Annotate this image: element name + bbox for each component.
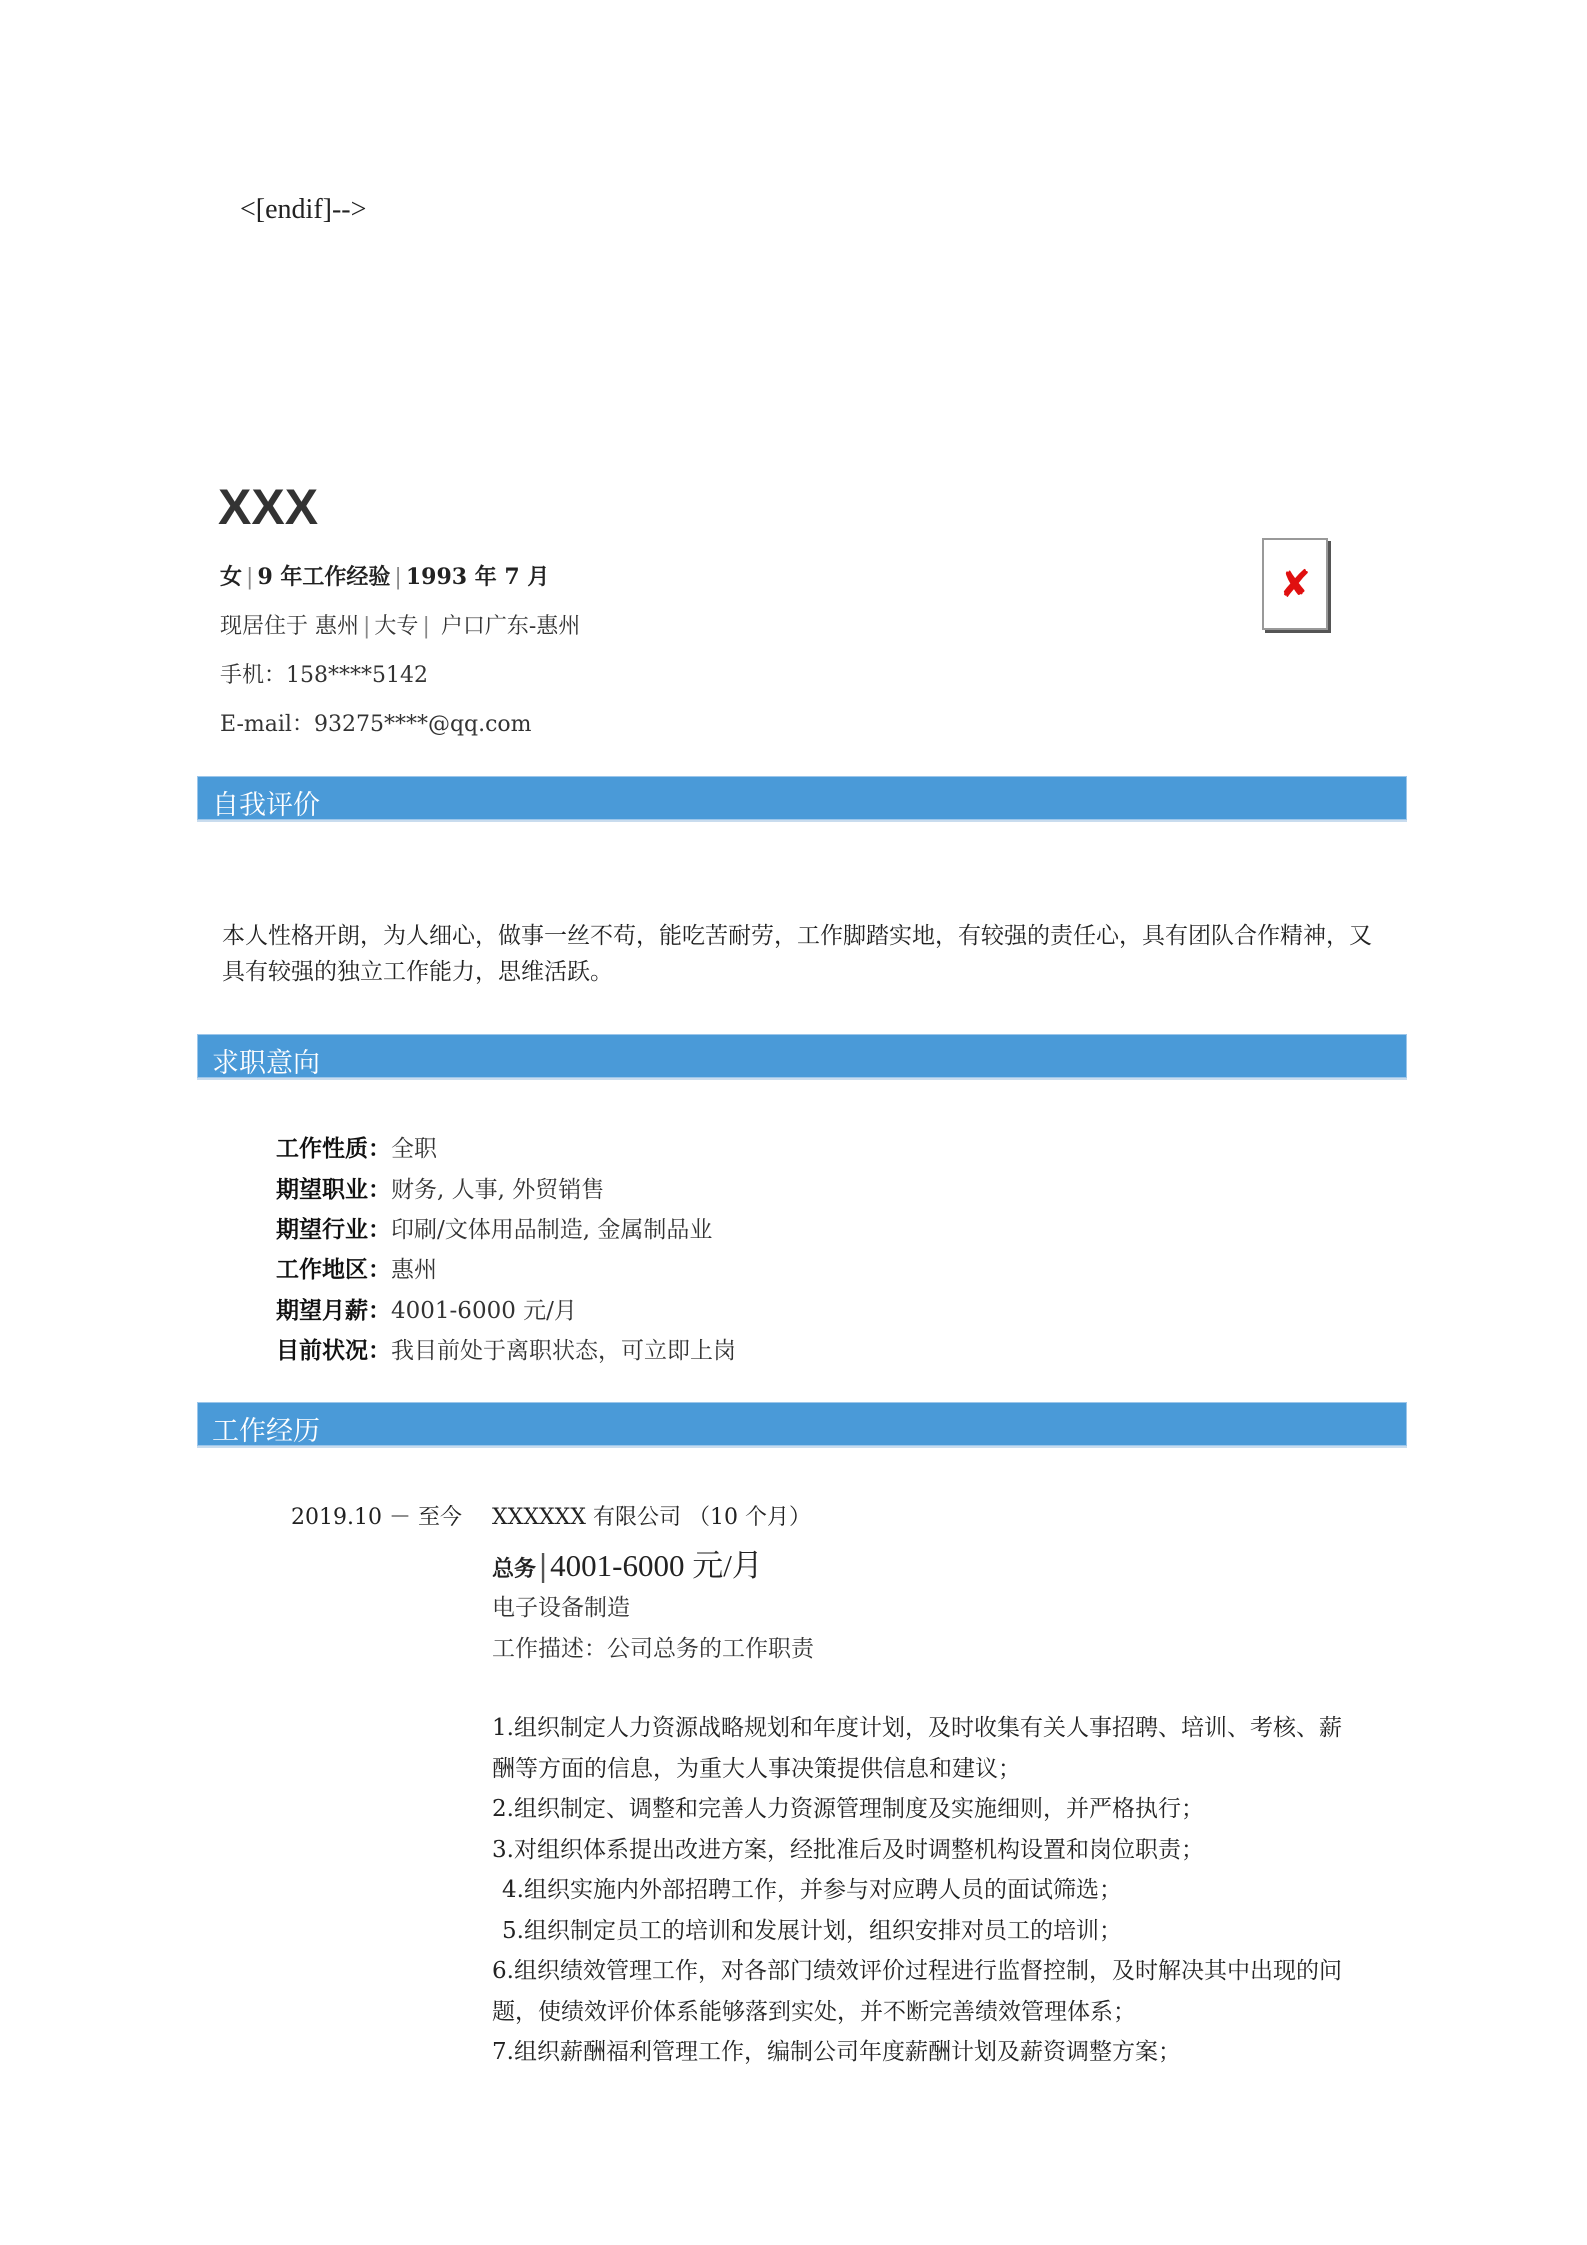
duty-item: 7.组织薪酬福利管理工作，编制公司年度薪酬计划及薪资调整方案； [492,2039,1181,2065]
intent-value: 惠州 [391,1257,437,1283]
intent-label: 工作性质： [276,1135,391,1162]
candidate-name: XXX [218,479,319,535]
duty-item: 2.组织制定、调整和完善人力资源管理制度及实施细则，并严格执行； [492,1796,1204,1822]
duty-list [492,1708,1352,2073]
residence: 现居住于 惠州 [220,614,359,639]
separator: | [394,565,402,590]
intent-row [276,1251,437,1284]
section-header-intent [197,1034,1407,1078]
separator: | [246,565,254,590]
residence-line [220,609,580,640]
company-name: XXXXXX 有限公司 （10 个月） [492,1505,811,1530]
intent-label: 期望职业： [276,1176,391,1203]
broken-image-icon: ✘ [1279,562,1311,606]
email-address: 93275****@qq.com [313,712,532,737]
duty-item: 5.组织制定员工的培训和发展计划，组织安排对员工的培训； [502,1917,1122,1944]
job-description: 工作描述：公司总务的工作职责 [492,1636,814,1662]
intent-label: 期望行业： [276,1216,391,1243]
duty-item: 4.组织实施内外部招聘工作，并参与对应聘人员的面试筛选； [502,1877,1122,1903]
gender: 女 [220,564,243,590]
profile-photo [1262,538,1328,630]
intent-value: 4001-6000 元/月 [391,1298,577,1324]
section-title: 自我评价 [212,790,320,821]
intent-label: 期望月薪： [276,1297,391,1324]
section-header-self-eval [197,776,1407,820]
phone-line [220,658,428,689]
intent-row [276,1292,577,1325]
self-eval-text: 本人性格开朗，为人细心，做事一丝不苟，能吃苦耐劳，工作脚踏实地，有较强的责任心，具有团队合作精神，又具有较强的独立工作能力，思维活跃。 [222,923,1372,985]
job-position: 总务 [492,1556,537,1582]
html-comment-artifact: <[endif]--> [240,194,367,225]
email-label: E-mail： [220,712,314,737]
intent-value: 全职 [391,1136,437,1162]
education: 大专 [374,614,419,639]
intent-row [276,1211,712,1244]
job-industry: 电子设备制造 [492,1595,630,1621]
intent-value: 印刷/文体用品制造, 金属制品业 [391,1217,713,1243]
phone-label: 手机： [220,663,287,688]
intent-value: 财务, 人事, 外贸销售 [391,1177,605,1203]
phone-number: 158****5142 [286,663,428,688]
job-salary: 4001-6000 元/月 [550,1548,763,1583]
email-line [220,707,532,738]
intent-row [276,1332,736,1365]
section-title: 求职意向 [212,1048,320,1079]
duty-item: 6.组织绩效管理工作，对各部门绩效评价过程进行监督控制，及时解决其中出现的问题，使绩效评价体系能够落到实处，并不断完善绩效管理体系； [492,1958,1342,2025]
section-header-experience [197,1402,1407,1446]
intent-row [276,1130,437,1163]
intent-row [276,1171,604,1204]
basic-info-line [220,560,549,591]
separator: | [363,614,371,639]
intent-label: 工作地区： [276,1256,391,1283]
birth-date: 1993 年 7 月 [405,564,550,590]
job-title-line [492,1540,763,1585]
intent-label: 目前状况： [276,1337,391,1364]
work-dates: 2019.10 － 至今 [291,1505,462,1530]
experience-years: 9 年工作经验 [257,564,391,590]
duty-item: 3.对组织体系提出改进方案，经批准后及时调整机构设置和岗位职责； [492,1836,1204,1863]
duty-item: 1.组织制定人力资源战略规划和年度计划，及时收集有关人事招聘、培训、考核、薪酬等方面的信息，为重大人事决策提供信息和建议； [492,1715,1342,1782]
intent-value: 我目前处于离职状态，可立即上岗 [391,1338,736,1364]
separator: | [538,1549,549,1584]
hukou: 户口广东-惠州 [440,614,581,639]
separator: | [422,614,430,639]
section-title: 工作经历 [212,1416,320,1447]
